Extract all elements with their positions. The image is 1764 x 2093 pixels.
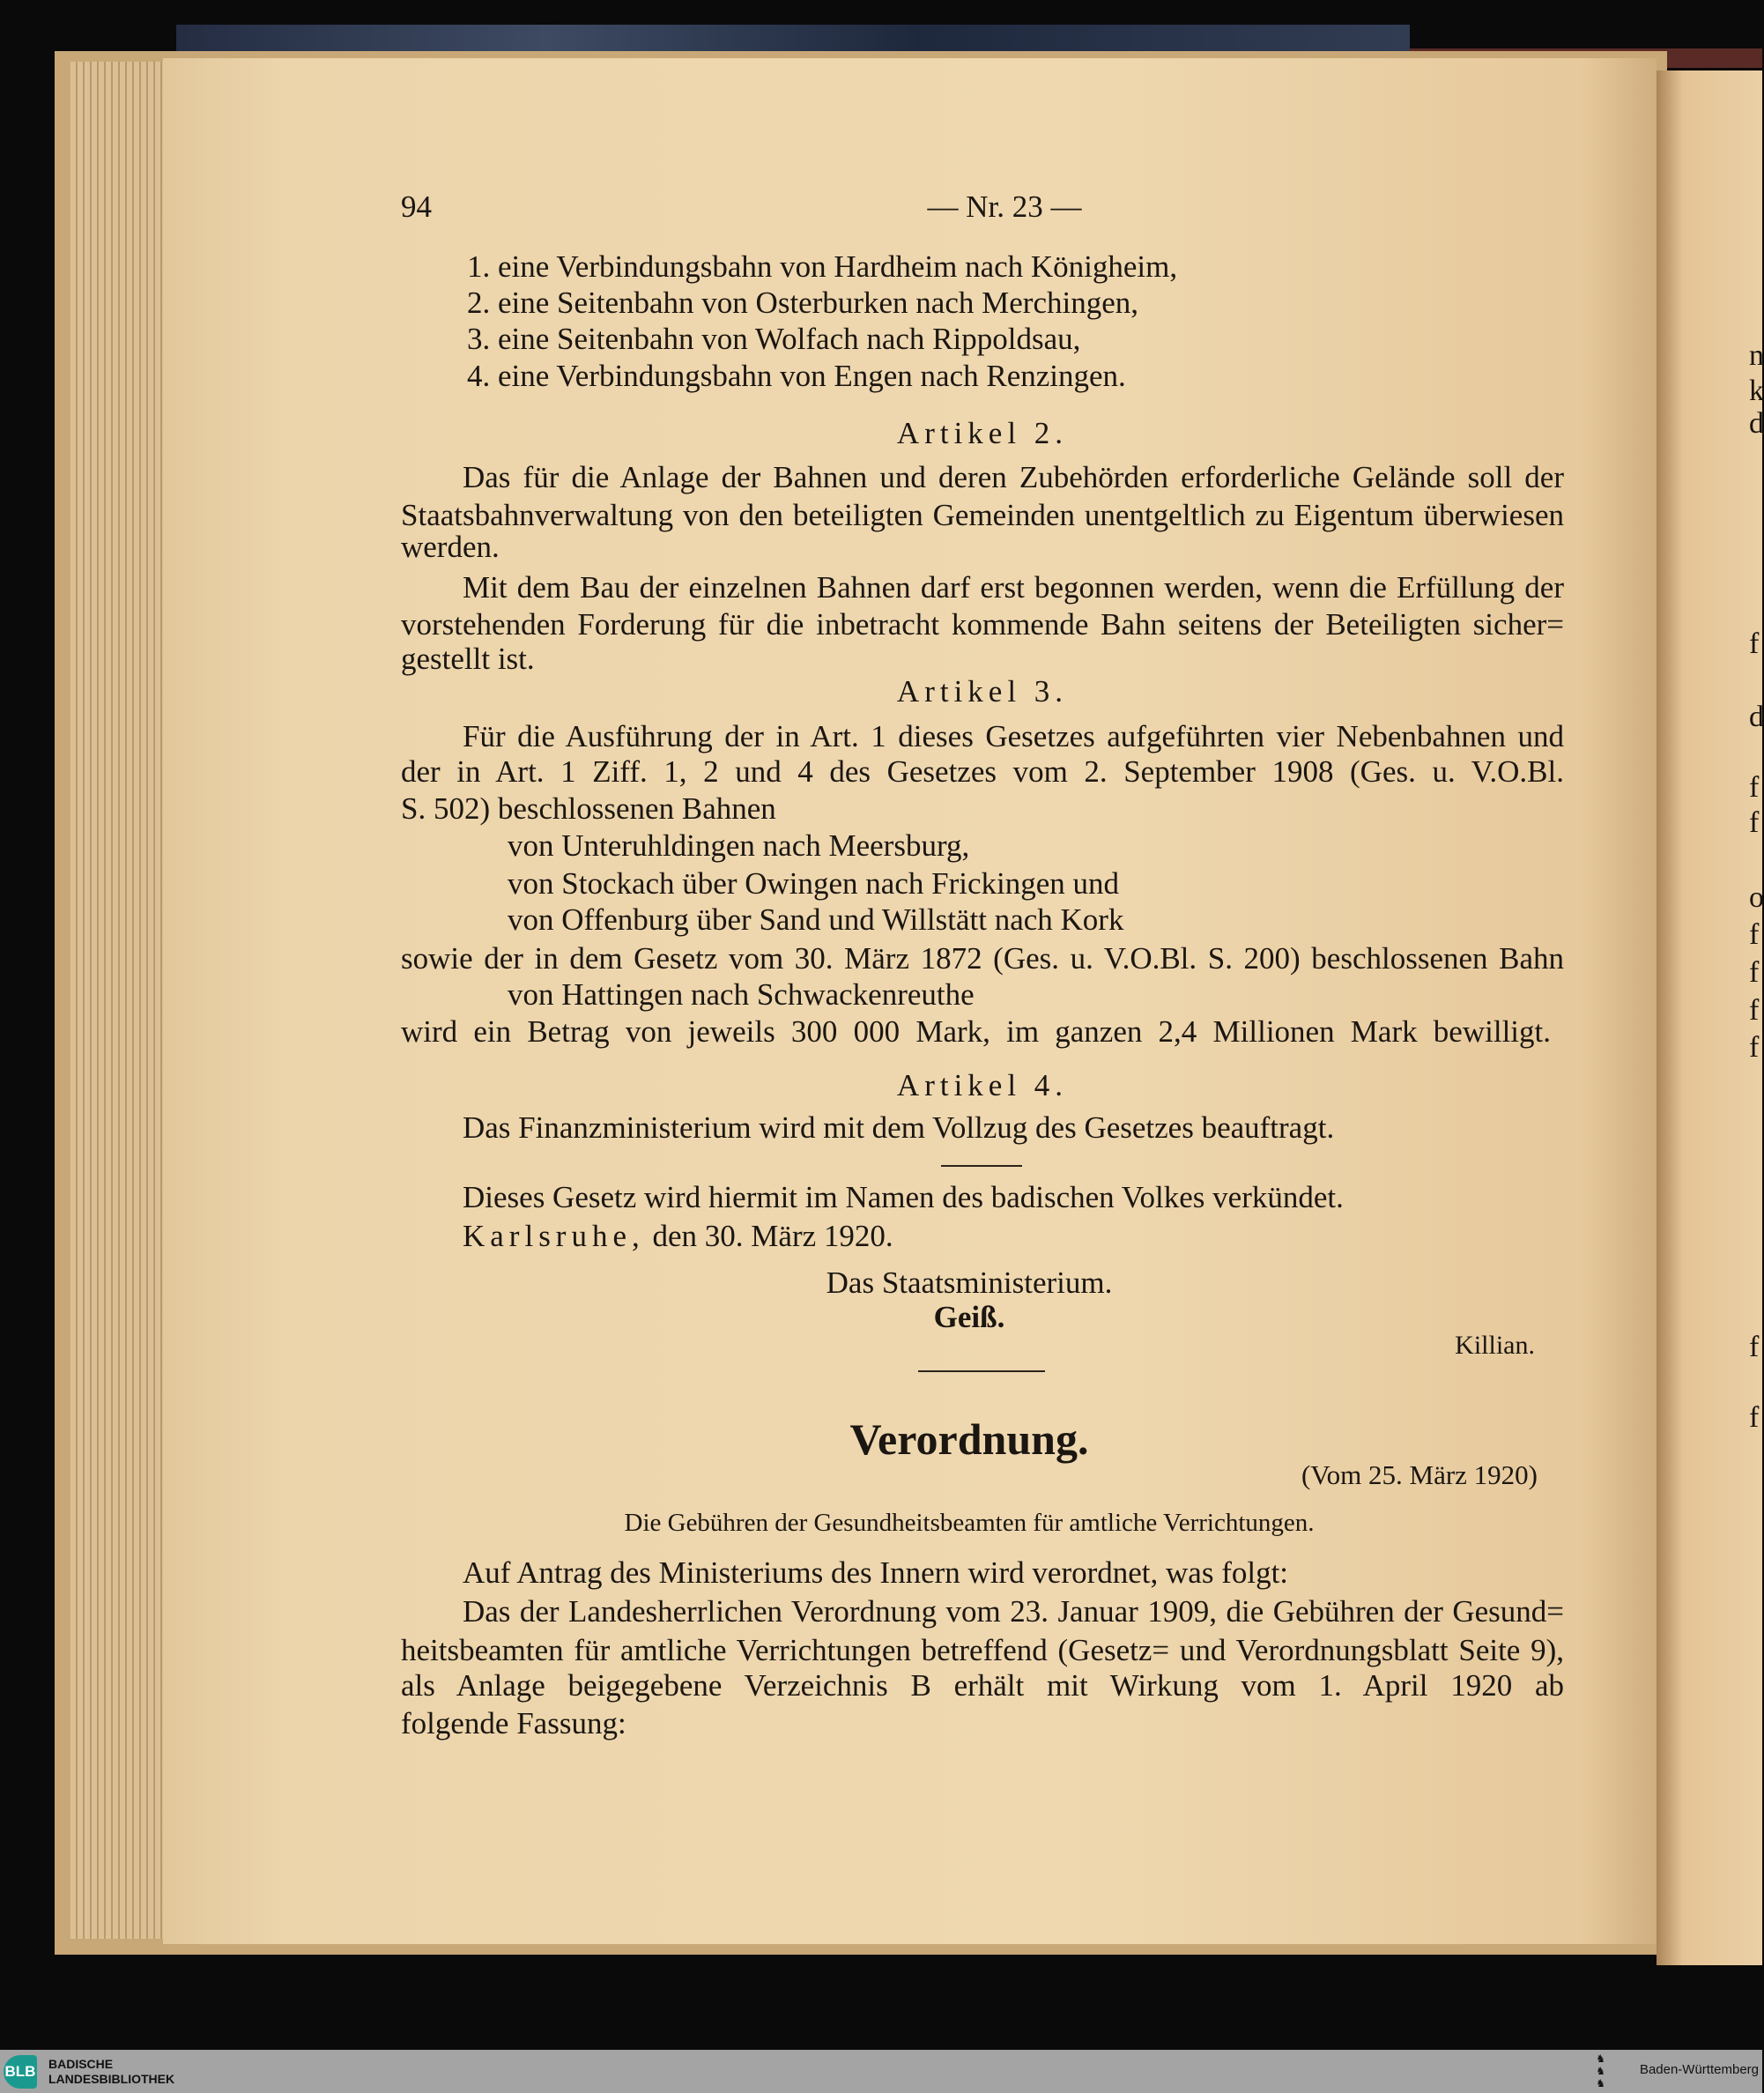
article-2-heading: Artikel 2. xyxy=(896,416,1069,450)
text-line: der in Art. 1 Ziff. 1, 2 und 4 des Gesetzes vom 2. September 1908 (Ges. u. V.O.Bl. xyxy=(401,754,1564,789)
divider xyxy=(918,1370,1045,1372)
list-item: 4. eine Verbindungsbahn von Engen nach Renzingen. xyxy=(467,359,1126,393)
authority: Das Staatsministerium. xyxy=(826,1265,1113,1300)
page-number: 94 xyxy=(401,189,432,224)
fragment: f xyxy=(1749,1401,1760,1434)
text-line: von Offenburg über Sand und Willstätt nach Kork xyxy=(508,902,1124,937)
text-line: folgende Fassung: xyxy=(401,1706,626,1740)
page-edges xyxy=(70,62,167,1939)
text-line: von Unteruhldingen nach Meersburg, xyxy=(508,828,970,863)
place: Karlsruhe, xyxy=(463,1219,645,1253)
text-line: als Anlage beigegebene Verzeichnis B erhält mit Wirkung vom 1. April 1920 ab xyxy=(401,1668,1564,1703)
fragment: n xyxy=(1749,339,1764,372)
library-name xyxy=(48,2057,174,2087)
text-line: heitsbeamten für amtliche Verrichtungen betreffend (Gesetz= und Verordnungsblatt Seite 9), xyxy=(401,1633,1564,1667)
text-line: Das Finanzministerium wird mit dem Vollzug des Gesetzes beauftragt. xyxy=(463,1110,1335,1145)
issue-number: — Nr. 23 — xyxy=(927,189,1082,224)
text-line: von Hattingen nach Schwackenreuthe xyxy=(508,977,975,1012)
text-line: Staatsbahnverwaltung von den beteiligten Gemeinden unentgeltlich zu Eigentum überwiesen xyxy=(401,498,1564,532)
article-4-heading: Artikel 4. xyxy=(896,1068,1069,1102)
signature: Geiß. xyxy=(933,1300,1005,1334)
text-line: Mit dem Bau der einzelnen Bahnen darf erst begonnen werden, wenn die Erfüllung der xyxy=(463,570,1564,605)
text-line: S. 502) beschlossenen Bahnen xyxy=(401,791,776,826)
fragment: f xyxy=(1749,771,1760,804)
list-item: 3. eine Seitenbahn von Wolfach nach Rippoldsau, xyxy=(467,322,1081,356)
divider xyxy=(941,1165,1022,1167)
article-3-heading: Artikel 3. xyxy=(896,674,1069,709)
text-line: von Stockach über Owingen nach Frickingen und xyxy=(508,866,1120,901)
text-line: werden. xyxy=(401,530,500,564)
footer-bar xyxy=(0,2050,1762,2093)
text-line: gestellt ist. xyxy=(401,642,535,676)
ordinance-title: Verordnung. xyxy=(849,1414,1089,1464)
text-line: sowie der in dem Gesetz vom 30. März 1872 (Ges. u. V.O.Bl. S. 200) beschlossenen Bahn xyxy=(401,941,1564,976)
fragment: f xyxy=(1749,994,1760,1027)
facing-page xyxy=(1657,71,1762,1965)
signature: Killian. xyxy=(1455,1331,1535,1360)
date: den 30. März 1920. xyxy=(644,1219,893,1253)
fragment: k xyxy=(1749,375,1764,407)
fragment: d xyxy=(1749,407,1764,440)
promulgation-line: Dieses Gesetz wird hiermit im Namen des badischen Volkes verkündet. xyxy=(463,1180,1344,1214)
state-logo-text[interactable]: Baden-Württemberg xyxy=(1639,2062,1759,2077)
text-line: Auf Antrag des Ministeriums des Innern wird verordnet, was folgt: xyxy=(463,1555,1289,1590)
blb-logo[interactable]: BLB xyxy=(4,2055,37,2089)
ordinance-date: (Vom 25. März 1920) xyxy=(1301,1459,1538,1490)
fragment: f xyxy=(1749,918,1760,951)
text-line: Das der Landesherrlichen Verordnung vom 23. Januar 1909, die Gebühren der Gesund= xyxy=(463,1594,1564,1629)
ordinance-subject: Die Gebühren der Gesundheitsbeamten für amtliche Verrichtungen. xyxy=(624,1509,1315,1537)
place-date xyxy=(463,1219,893,1254)
text-line: vorstehenden Forderung für die inbetracht kommende Bahn seitens der Beteiligten sicher= xyxy=(401,607,1564,642)
library-name-line: BADISCHE xyxy=(48,2057,114,2071)
lions-crest-icon: ♞ ♞ ♞ xyxy=(1596,2052,1605,2089)
library-name-line: LANDESBIBLIOTHEK xyxy=(48,2072,175,2086)
fragment: d xyxy=(1749,701,1764,733)
text-line: Für die Ausführung der in Art. 1 dieses Gesetzes aufgeführten vier Nebenbahnen und xyxy=(463,719,1564,753)
fragment: f xyxy=(1749,806,1760,839)
text-line: wird ein Betrag von jeweils 300 000 Mark, im ganzen 2,4 Millionen Mark bewilligt. xyxy=(401,1014,1551,1049)
text-line: Das für die Anlage der Bahnen und deren Zubehörden erforderliche Gelände soll der xyxy=(463,460,1564,494)
fragment: f xyxy=(1749,1331,1760,1363)
fragment: f xyxy=(1749,627,1760,660)
list-item: 1. eine Verbindungsbahn von Hardheim nach Königheim, xyxy=(467,249,1178,284)
fragment: f xyxy=(1749,956,1760,989)
fragment: o xyxy=(1749,881,1764,914)
list-item: 2. eine Seitenbahn von Osterburken nach Merchingen, xyxy=(467,286,1138,320)
fragment: f xyxy=(1749,1031,1760,1064)
